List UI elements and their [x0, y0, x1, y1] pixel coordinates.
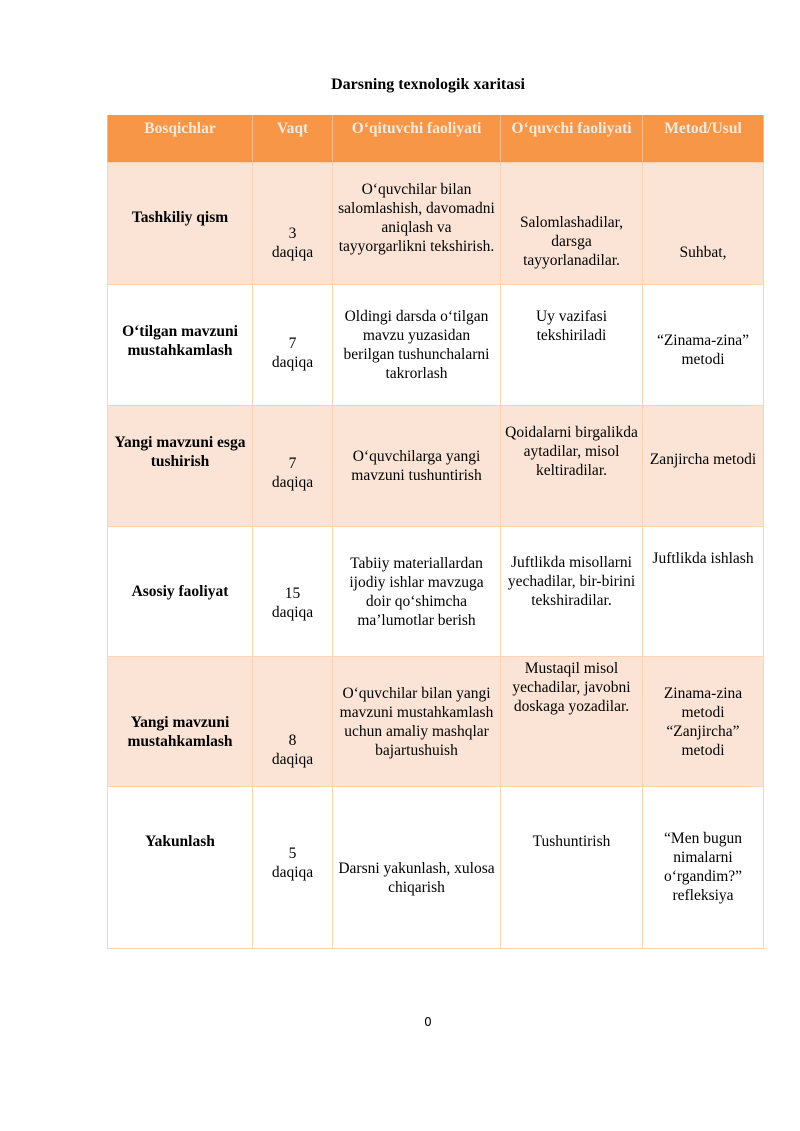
time-unit: daqiqa: [271, 474, 314, 491]
time-unit: daqiqa: [271, 750, 314, 768]
time-value: 7: [288, 335, 297, 352]
student-activity-cell: Juftlikda misollarni yechadilar, bir-birini tekshiradilar.: [501, 527, 643, 657]
stage-cell: Yakunlash: [108, 787, 253, 949]
time-value: 8: [288, 731, 297, 749]
stage-cell: Yangi mavzuni esga tushirish: [108, 406, 253, 527]
student-activity-cell: Qoidalarni birgalikda aytadilar, misol keltiradilar.: [501, 406, 643, 527]
table-row: [108, 163, 764, 285]
student-activity-cell: Uy vazifasi tekshiriladi: [501, 285, 643, 406]
column-header-time: Vaqt: [253, 115, 333, 163]
lesson-technology-map-table: [107, 115, 764, 949]
time-value: 5: [288, 844, 297, 862]
column-header-student-activity: O‘quvchi faoliyati: [501, 115, 643, 163]
stage-cell: Asosiy faoliyat: [108, 527, 253, 657]
page-number: 0: [424, 1015, 432, 1029]
teacher-activity-cell: O‘quvchilarga yangi mavzuni tushuntirish: [333, 406, 501, 527]
stage-cell: Yangi mavzuni mustahkamlash: [108, 657, 253, 787]
method-cell: Zanjircha metodi: [643, 406, 764, 527]
time-value: 3: [288, 224, 297, 242]
method-cell: Suhbat,: [643, 163, 764, 285]
column-header-teacher-activity: O‘qituvchi faoliyati: [333, 115, 501, 163]
table-row: [108, 787, 764, 949]
method-cell: Zinama-zina metodi “Zanjircha” metodi: [643, 657, 764, 787]
method-cell: “Zinama-zina” metodi: [643, 285, 764, 406]
time-cell: [253, 527, 333, 657]
time-unit: daqiqa: [271, 243, 314, 261]
time-value: 7: [288, 455, 297, 472]
time-value: 15: [284, 584, 301, 602]
student-activity-cell: Mustaqil misol yechadilar, javobni doskaga yozadilar.: [501, 657, 643, 787]
table-row: [108, 527, 764, 657]
stage-cell: O‘tilgan mavzuni mustahkamlash: [108, 285, 253, 406]
teacher-activity-cell: Tabiiy materiallardan ijodiy ishlar mavzuga doir qo‘shimcha ma’lumotlar berish: [333, 527, 501, 657]
method-cell: “Men bugun nimalarni o‘rgandim?” refleksiya: [643, 787, 764, 949]
time-unit: daqiqa: [271, 603, 314, 621]
time-cell: [253, 163, 333, 285]
student-activity-cell: Tushuntirish: [501, 787, 643, 949]
time-cell: [253, 787, 333, 949]
document-title: Darsning texnologik xaritasi: [331, 76, 525, 93]
stage-cell: Tashkiliy qism: [108, 163, 253, 285]
table-header-row: [108, 115, 764, 163]
time-unit: daqiqa: [271, 863, 314, 881]
column-header-method: Metod/Usul: [643, 115, 764, 163]
teacher-activity-cell: O‘quvchilar bilan salomlashish, davomadni aniqlash va tayyorgarlikni tekshirish.: [333, 163, 501, 285]
teacher-activity-cell: Darsni yakunlash, xulosa chiqarish: [333, 787, 501, 949]
table-row: [108, 285, 764, 406]
time-unit: daqiqa: [271, 354, 314, 371]
teacher-activity-cell: O‘quvchilar bilan yangi mavzuni mustahkamlash uchun amaliy mashqlar bajartushuish: [333, 657, 501, 787]
time-cell: [253, 657, 333, 787]
table-row: [108, 657, 764, 787]
time-cell: [253, 406, 333, 527]
column-header-stages: Bosqichlar: [108, 115, 253, 163]
method-cell: Juftlikda ishlash: [643, 527, 764, 657]
student-activity-cell: Salomlashadilar, darsga tayyorlanadilar.: [501, 163, 643, 285]
table-row: [108, 406, 764, 527]
teacher-activity-cell: Oldingi darsda o‘tilgan mavzu yuzasidan berilgan tushunchalarni takrorlash: [333, 285, 501, 406]
time-cell: [253, 285, 333, 406]
